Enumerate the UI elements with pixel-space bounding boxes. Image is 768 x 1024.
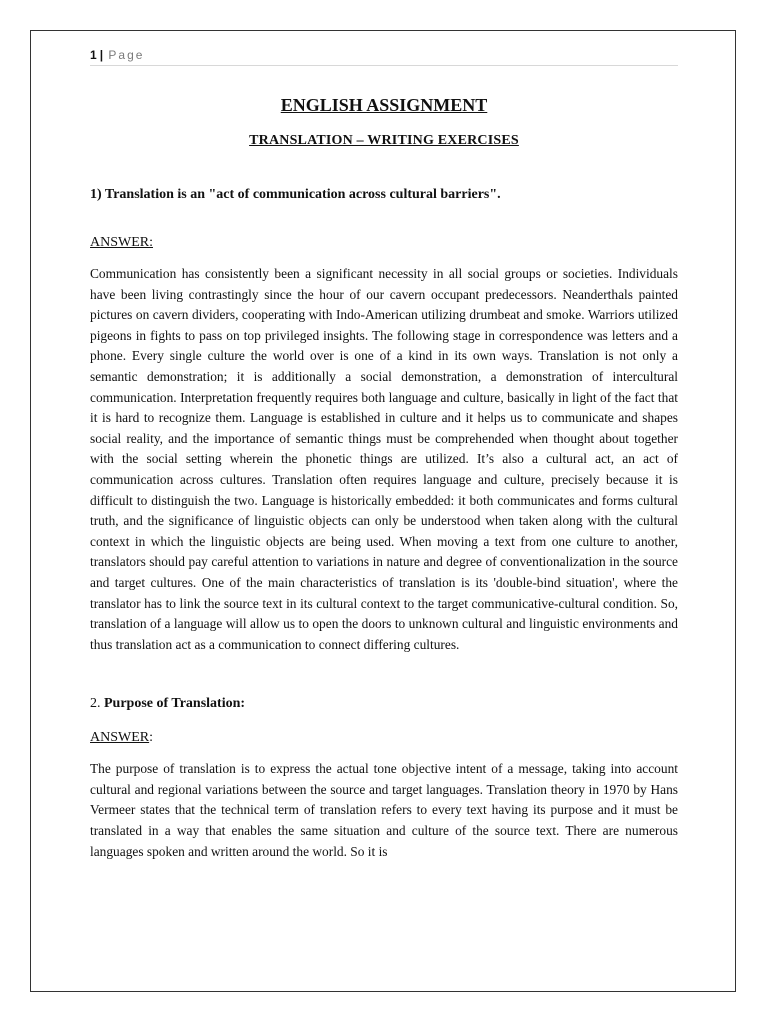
header-separator: | — [99, 48, 104, 62]
document-title: ENGLISH ASSIGNMENT — [280, 95, 488, 115]
answer-1-label: ANSWER: — [90, 235, 153, 250]
page-word: Page — [108, 48, 145, 62]
document-body — [90, 94, 678, 862]
page-header — [90, 47, 678, 66]
page-number: 1 — [90, 48, 97, 62]
document-subtitle: TRANSLATION – WRITING EXERCISES — [249, 133, 519, 148]
question-2 — [90, 695, 678, 713]
question-2-title: Purpose of Translation: — [104, 696, 246, 712]
answer-2-label-colon: : — [149, 730, 154, 746]
question-1: 1) Translation is an "act of communication across cultural barriers". — [90, 187, 501, 202]
answer-2-paragraph: The purpose of translation is to express the actual tone objective intent of a message, taking into account cultural and regional variations between the source and target languages. Translation theory in 1970 by Hans Vermeer states that the technical term of translation refers to every text having its purpose and it must be translated in a way that enables the same situation and culture of the source text. There are numerous languages spoken and written around the world. So it is — [90, 761, 678, 859]
answer-1-paragraph: Communication has consistently been a significant necessity in all social groups or societies. Individuals have been living contrastingly since the hour of our cavern occupant predecessors. Neanderthals painted pictures on cavern dividers, cooperating with Indo-American utilizing drumbeat and smoke. Warriors utilized pigeons in fights to pass on top privileged insights. The following stage in correspondence was letters and a phone. Every single culture the world over is one of a kind in its own ways. Translation is not only a semantic demonstration; it is additionally a social demonstration, a demonstration of intercultural communication. Interpretation frequently requires both language and culture, basically in light of the fact that it is hard to recognize them. Language is established in culture and it helps us to communicate and shapes social reality, and the importance of semantic things must be comprehended when thought about together with the social setting wherein the phonetic things are utilized. It’s also a cultural act, an act of communication across cultures. Translation often requires language and culture, precisely because it is difficult to distinguish the two. Language is historically embedded: it both communicates and forms cultural truth, and the significance of linguistic objects can only be understood when taken along with the cultural context in which the linguistic objects are being used. When moving a text from one culture to another, translators should pay careful attention to variations in nature and degree of conventionalization in the source and target cultures. One of the main characteristics of translation is its 'double-bind situation', where the translator has to link the source text in its cultural context to the target communicative-cultural condition. So, translation of a language will allow us to open the doors to unknown cultural and linguistic environments and thus translation act as a communication to connect differing cultures. — [90, 266, 678, 652]
question-2-number: 2. — [90, 696, 104, 712]
answer-2-label-text: ANSWER — [90, 730, 150, 746]
answer-2-label — [90, 729, 678, 747]
